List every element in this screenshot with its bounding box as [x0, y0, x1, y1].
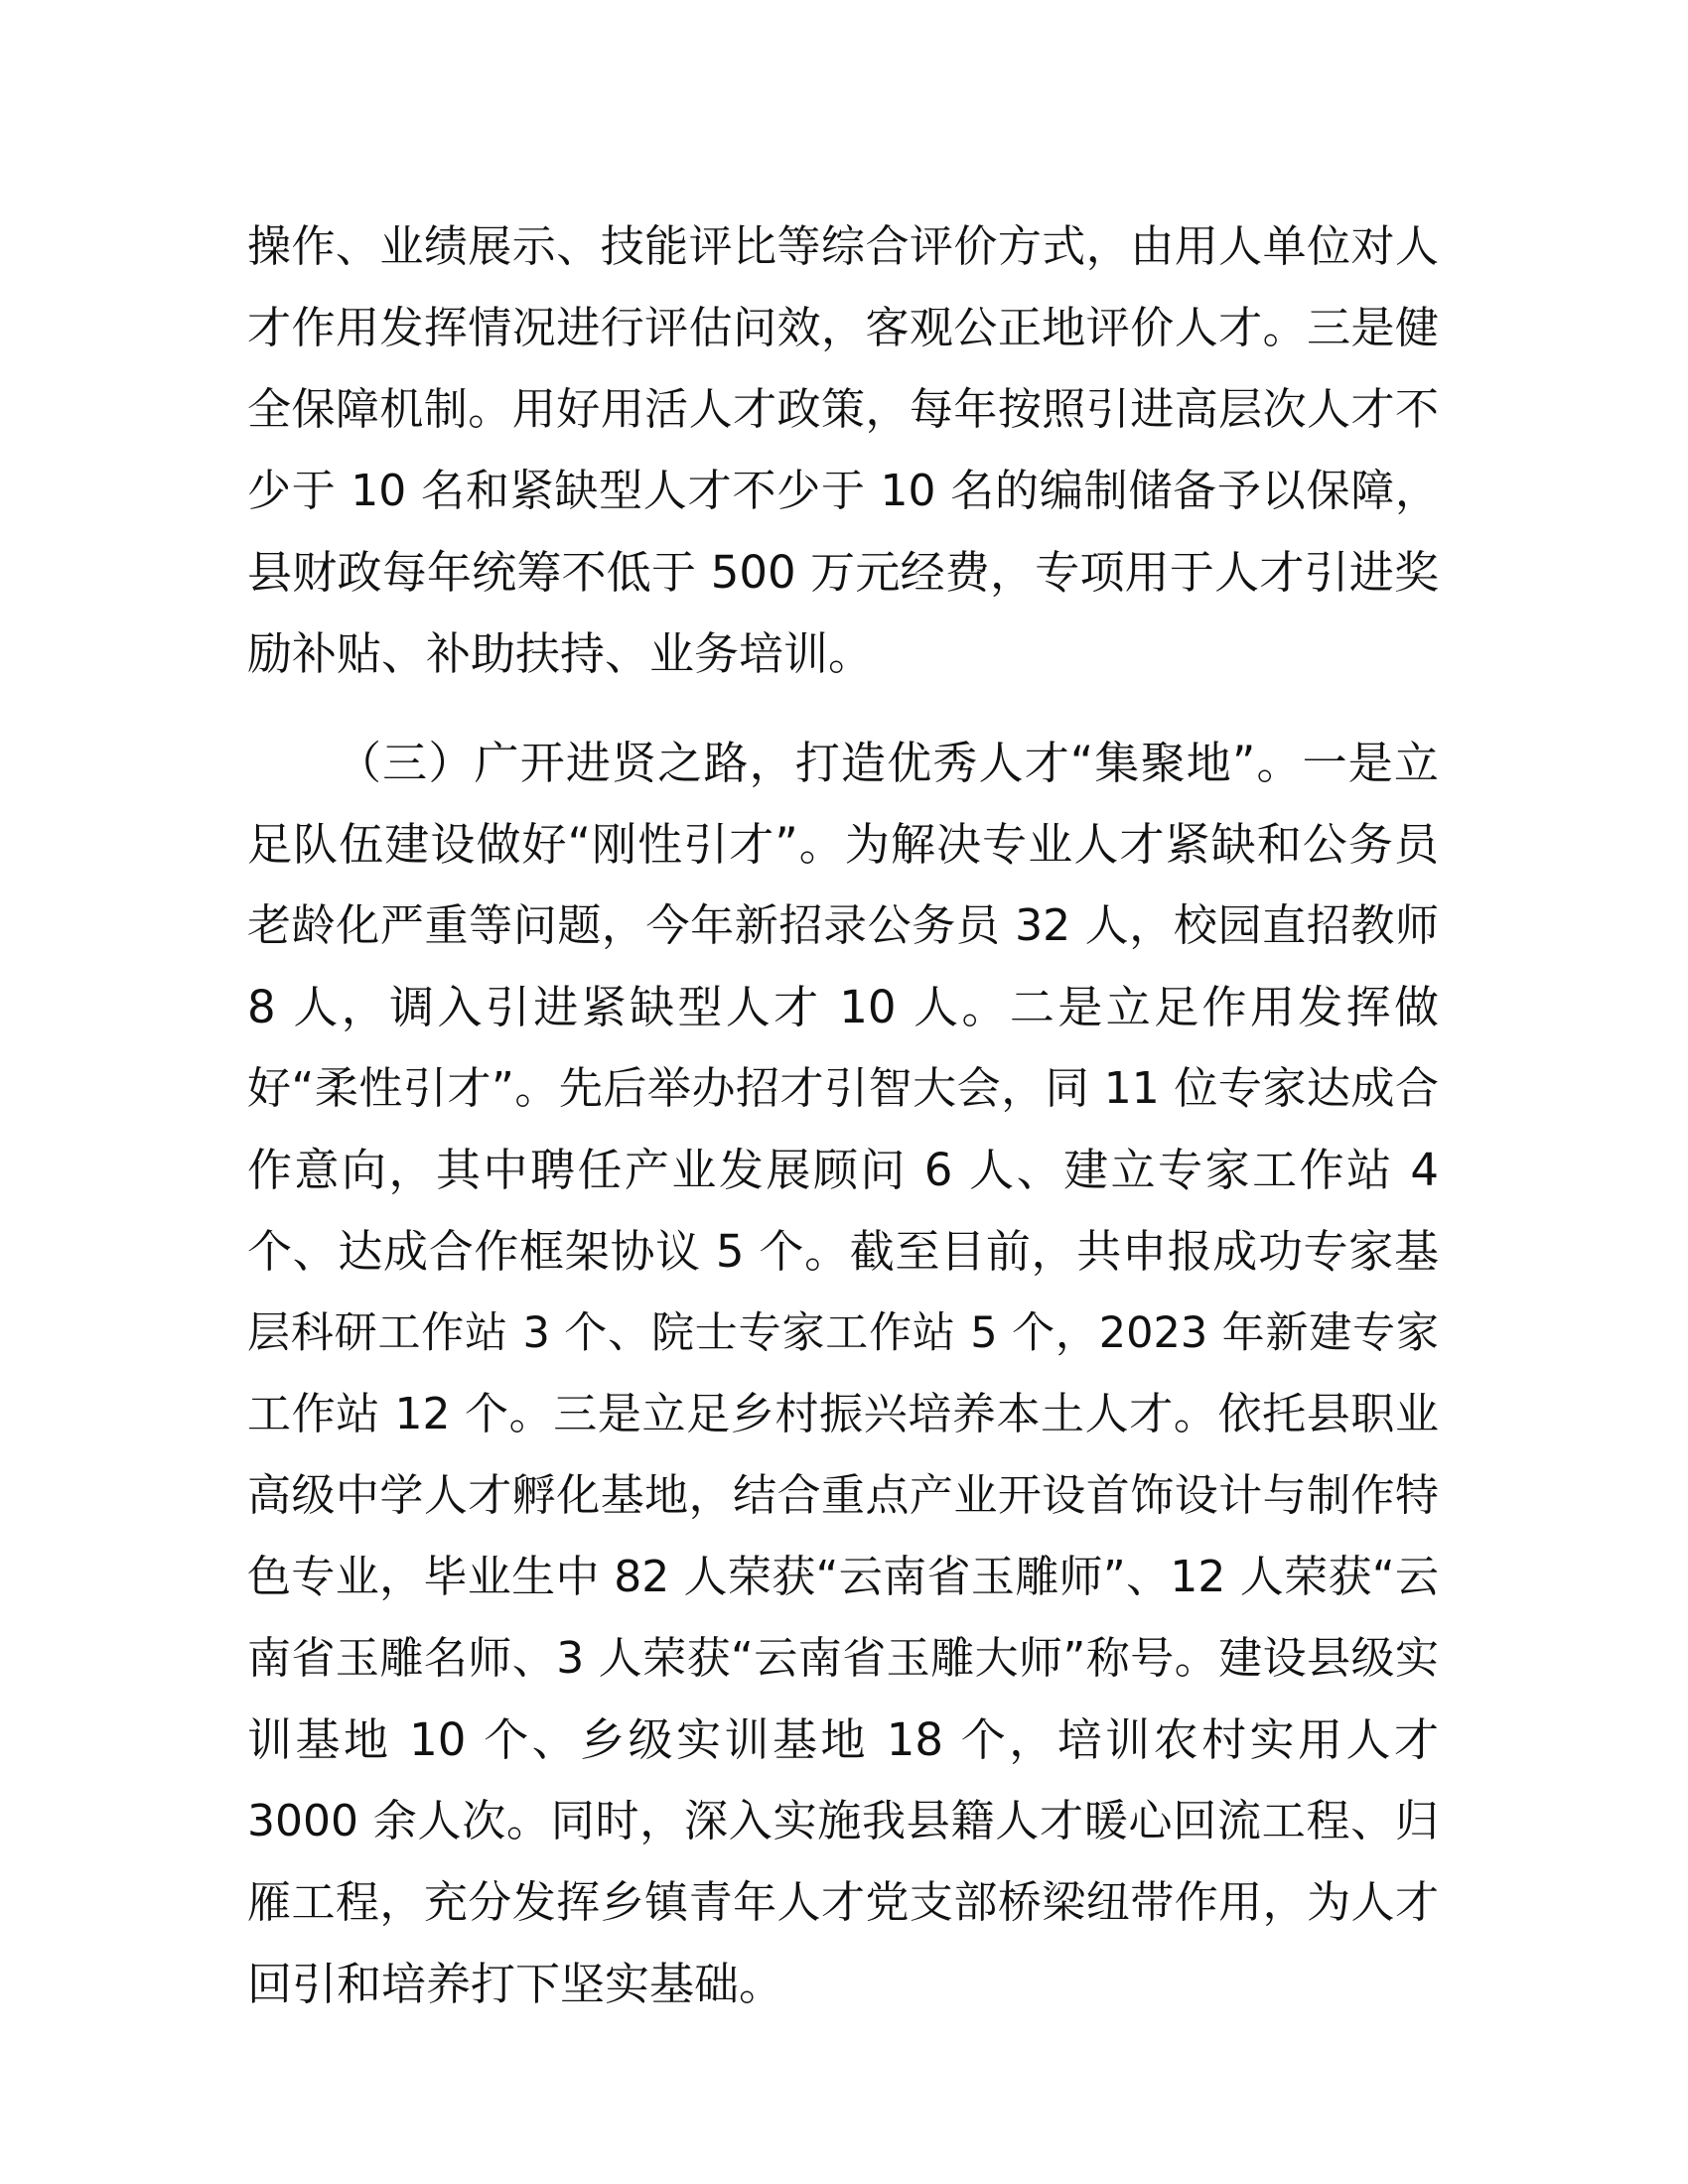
text-line: 雁工程，充分发挥乡镇青年人才党支部桥梁纽带作用，为人才 [247, 1877, 1439, 1928]
text-line: 好“柔性引才”。先后举办招才引智大会，同 11 位专家达成合 [247, 1063, 1439, 1114]
paragraph-talent-gathering [247, 723, 1439, 2025]
text-line: 少于 10 名和紧缺型人才不少于 10 名的编制储备予以保障， [247, 466, 1439, 516]
text-line: 南省玉雕名师、3 人荣获“云南省玉雕大师”称号。建设县级实 [247, 1633, 1439, 1684]
text-line: 训基地 10 个、乡级实训基地 18 个，培训农村实用人才 [247, 1713, 1439, 1766]
text-line: 作意向，其中聘任产业发展顾问 6 人、建立专家工作站 4 [247, 1144, 1439, 1196]
text-line: 色专业，毕业生中 82 人荣获“云南省玉雕师”、12 人荣获“云 [247, 1552, 1439, 1602]
text-line: 县财政每年统筹不低于 500 万元经费，专项用于人才引进奖 [247, 546, 1439, 599]
text-line: 层科研工作站 3 个、院士专家工作站 5 个，2023 年新建专家 [247, 1308, 1439, 1358]
text-line: 才作用发挥情况进行评估问效，客观公正地评价人才。三是健 [247, 303, 1439, 353]
text-line: 高级中学人才孵化基地，结合重点产业开设首饰设计与制作特 [247, 1470, 1439, 1521]
text-line: 8 人，调入引进紧缺型人才 10 人。二是立足作用发挥做 [247, 981, 1439, 1033]
text-line: 足队伍建设做好“刚性引才”。为解决专业人才紧缺和公务员 [247, 818, 1439, 871]
text-line: 工作站 12 个。三是立足乡村振兴培养本土人才。依托县职业 [247, 1389, 1439, 1439]
paragraph-spacer [247, 695, 1439, 723]
text-line: 全保障机制。用好用活人才政策，每年按照引进高层次人才不 [247, 384, 1439, 435]
text-line: 个、达成合作框架协议 5 个。截至目前，共申报成功专家基 [247, 1225, 1439, 1278]
text-line: 老龄化严重等问题，今年新招录公务员 32 人，校园直招教师 [247, 900, 1439, 951]
paragraph-guarantee-mechanism [247, 206, 1439, 695]
text-line: 回引和培养打下坚实基础。 [247, 1958, 784, 2010]
text-line: 3000 余人次。同时，深入实施我县籍人才暖心回流工程、归 [247, 1796, 1439, 1846]
document-body [247, 206, 1439, 2025]
text-line: 励补贴、补助扶持、业务培训。 [247, 627, 874, 680]
text-line: 操作、业绩展示、技能评比等综合评价方式，由用人单位对人 [247, 221, 1439, 272]
text-line-first: （三）广开进贤之路，打造优秀人才“集聚地”。一是立 [337, 737, 1439, 789]
